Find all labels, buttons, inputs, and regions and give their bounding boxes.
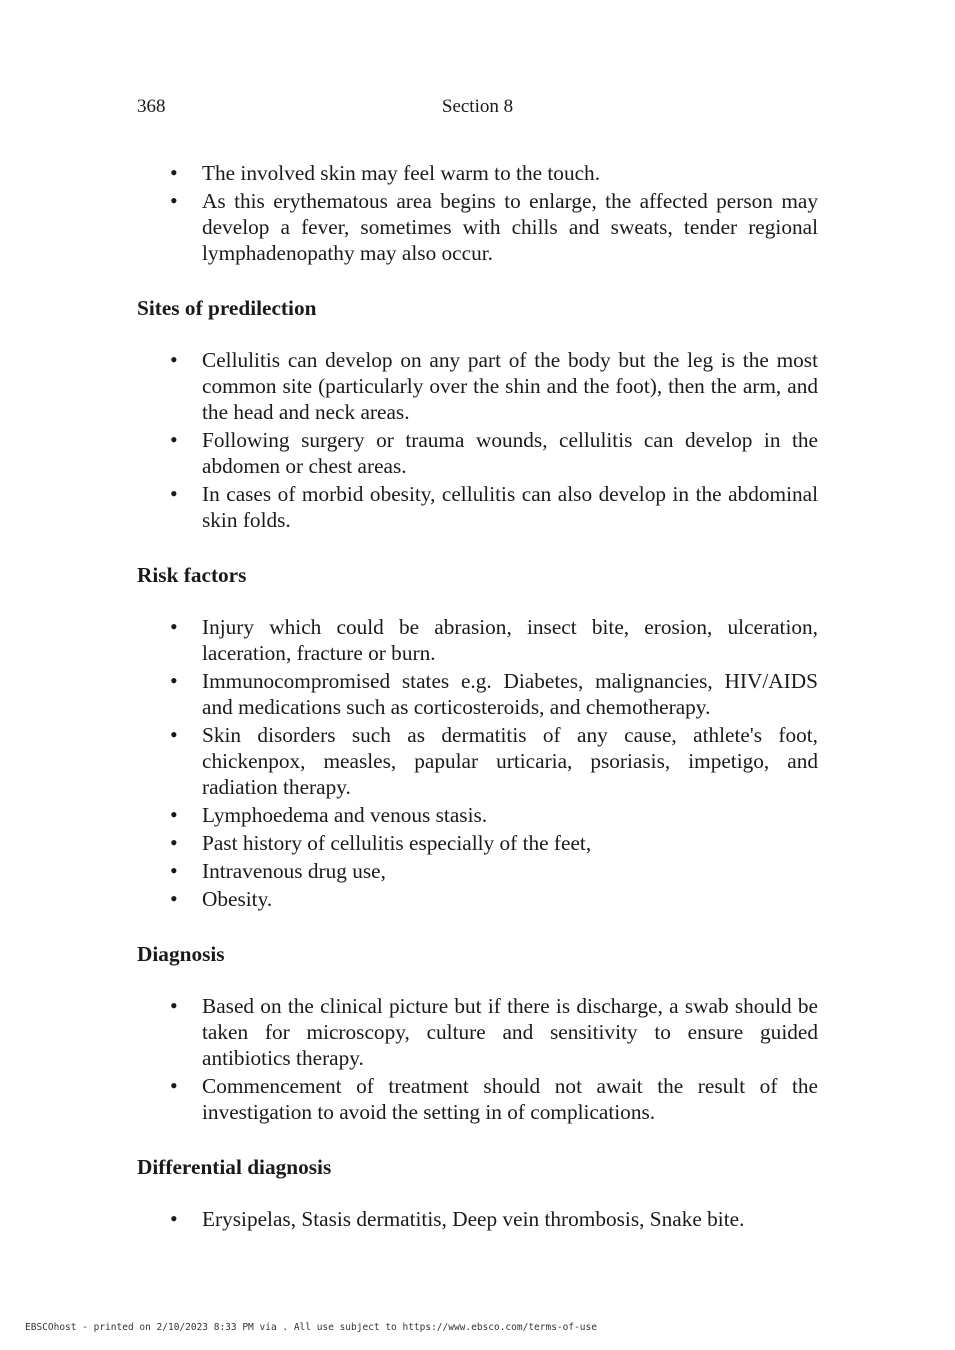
differential-bullet-list xyxy=(137,1206,818,1232)
list-item: • Skin disorders such as dermatitis of any cause, athlete's foot, chickenpox, measles, papular urticaria, psoriasis, impetigo, and radiation therapy. xyxy=(137,722,818,800)
list-item: • Based on the clinical picture but if there is discharge, a swab should be taken for microscopy, culture and sensitivity to ensure guided antibiotics therapy. xyxy=(137,993,818,1071)
heading-sites-of-predilection: Sites of predilection xyxy=(137,296,317,320)
sites-bullet-list xyxy=(137,347,818,533)
intro-bullet-list xyxy=(137,160,818,266)
list-item: • Immunocompromised states e.g. Diabetes, malignancies, HIV/AIDS and medications such as corticosteroids, and chemotherapy. xyxy=(137,668,818,720)
list-item: • As this erythematous area begins to enlarge, the affected person may develop a fever, sometimes with chills and sweats, tender regional lymphadenopathy may also occur. xyxy=(137,188,818,266)
list-item: • Commencement of treatment should not await the result of the investigation to avoid the setting in of complications. xyxy=(137,1073,818,1125)
heading-differential-diagnosis: Differential diagnosis xyxy=(137,1155,332,1179)
page-content xyxy=(137,160,818,1234)
list-item: • The involved skin may feel warm to the touch. xyxy=(137,160,818,186)
list-item: • Intravenous drug use, xyxy=(137,858,818,884)
ebsco-footer: EBSCOhost - printed on 2/10/2023 8:33 PM via . All use subject to https://www.ebsco.com/terms-of-use xyxy=(25,1322,597,1333)
list-item: • Injury which could be abrasion, insect bite, erosion, ulceration, laceration, fracture or burn. xyxy=(137,614,818,666)
list-item: • Obesity. xyxy=(137,886,818,912)
heading-risk-factors: Risk factors xyxy=(137,563,247,587)
list-item: • Lymphoedema and venous stasis. xyxy=(137,802,818,828)
list-item: • Past history of cellulitis especially of the feet, xyxy=(137,830,818,856)
diagnosis-bullet-list xyxy=(137,993,818,1125)
page-header xyxy=(137,96,818,122)
page-number: 368 xyxy=(137,96,166,117)
list-item: • Following surgery or trauma wounds, cellulitis can develop in the abdomen or chest areas. xyxy=(137,427,818,479)
list-item: • Erysipelas, Stasis dermatitis, Deep vein thrombosis, Snake bite. xyxy=(137,1206,818,1232)
risk-factors-bullet-list xyxy=(137,614,818,912)
list-item: • Cellulitis can develop on any part of the body but the leg is the most common site (particularly over the shin and the foot), then the arm, and the head and neck areas. xyxy=(137,347,818,425)
list-item: • In cases of morbid obesity, cellulitis can also develop in the abdominal skin folds. xyxy=(137,481,818,533)
heading-diagnosis: Diagnosis xyxy=(137,942,225,966)
running-head: Section 8 xyxy=(441,96,514,117)
